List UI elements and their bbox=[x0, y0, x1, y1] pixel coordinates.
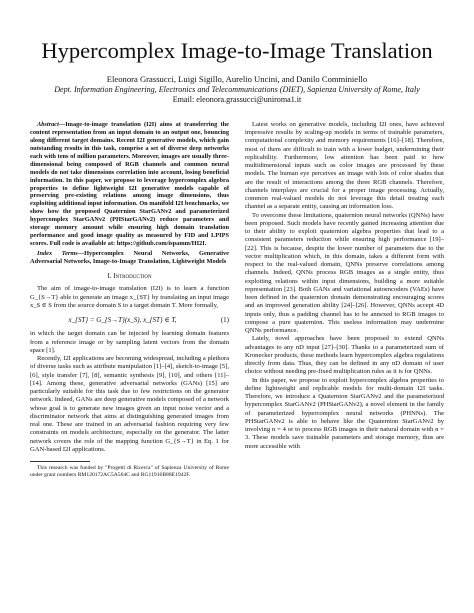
index-terms bbox=[30, 250, 229, 266]
footnote: This research was funded by "Progetti di Ricerca" of Sapienza University of Rome under grant numbers RM120172AC5A564C and RG11916B88E1942F. bbox=[30, 465, 229, 479]
abstract-text: —Image-to-image translation (I2I) aims at transferring the content representation from an input domain to an output one, bouncing along different target domains. Recent I2I generative models, which gain outstanding results in this task, comprise a set of diverse deep networks each with tens of million parameters. Moreover, images are usually three-dimensional being composed of RGB channels and common neural models do not take dimensions correlation into account, losing beneficial information. In this paper, we propose to leverage hypercomplex algebra properties to define lightweight I2I generative models capable of preserving pre-existing relations among image dimensions, thus exploiting additional input information. On manifold I2I benchmarks, we show how the proposed Quaternion StarGANv2 and parameterized hypercomplex StarGANv2 (PHStarGANv2) reduce parameters and storage memory amount while ensuring high domain translation performance and good image quality as measured by FID and LPIPS scores. Full code is available at: https://github.com/ispamm/HI2I. bbox=[30, 120, 229, 248]
author-list: Eleonora Grassucci, Luigi Sigillo, Aurelio Uncini, and Danilo Comminiello bbox=[106, 74, 368, 84]
equation bbox=[30, 316, 229, 324]
body-paragraph: Lately, novel approaches have been proposed to extend QNNs advantages to any nD input [27]–[30]. Thanks to a parameterized sum of Kronecker products, these methods learn hypercomplex algebra regulations directly from data. Thus, they can be defined in any nD domain of user choice without needing pre-fixed multiplication rules as it is for QNNs. bbox=[245, 335, 444, 376]
body-paragraph: Recently, I2I applications are becoming widespread, including a plethora of diverse tasks such as attribute manipulation [1]–[4], sketch-to-image [5], [6], style transfer [7], [8], semantic synthesis [9], [10], and others [11]–[14]. Among these, generative adversarial networks (GANs) [15] are particularly suitable for this task due to few restrictions on the generator network. Indeed, GANs are deep generative models composed of a network whose goal is to generate new images given an input noise vector and a discriminator network that aims at distinguishing generated images from real one. These are trained in an adversarial fashion requiring very few constraints on models architecture, especially on the generator. The latter network covers the role of the mapping function G_{S→T} in Eq. 1 for GAN-based I2I applications. bbox=[30, 355, 229, 453]
body-paragraph: To overcome these limitations, quaternion neural networks (QNNs) have been proposed. Such models have recently gained increasing attention due to their ability to exploit quaternion algebra properties that lead to a consistent parameters reduction while ensuring high performance [19]–[22]. This is because, despite the lower number of parameters due to the vector multiplication which, in this domain, takes a different form with respect to the real-valued domain, QNNs preserve correlations among channels. Indeed, QNNs process RGB images as a single entity, thus exploiting relations within input dimensions, building a more suitable representation [23]. Both GANs and variational autoencoders (VAEs) have been defined in the quaternion domain demonstrating encouraging scores and an improved generation ability [24]–[26]. However, QNNs accept 4D inputs only, thus a padding channel has to be annexed to RGB images to compose a pure quaternion. This useless information may undermine QNNs performance. bbox=[245, 211, 444, 335]
equation-body: x_{ST} = G_{S→T}(x_S), x_{ST} ∈ T, bbox=[68, 316, 177, 325]
equation-number: (1) bbox=[220, 316, 229, 325]
body-paragraph: In this paper, we propose to exploit hypercomplex algebra properties to define lightweight and replicable models for multi-domain I2I tasks. Therefore, we introduce a Quaternion StarGANv2 and the parameterized hypercomplex StarGANv2 (PHStarGANv2), a novel element in the family of parameterized hypercomplex neural networks (PHNNs). The PHStarGANv2 is able to behave like the Quaternion StarGANv2 by involving n = 4 or to process RGB images in their natural domain with n = 3. These models save trainable parameters and storage memory, thus are more accessible with bbox=[245, 376, 444, 450]
affiliation: Dept. Information Engineering, Electronics and Telecommunications (DIET), Sapienza University of Rome, Italy bbox=[54, 84, 420, 94]
body-paragraph: Latest works on generative models, including I2I ones, have achieved impressive results by scaling-up models in terms of trainable parameters, computational complexity and memory requirements [16]–[18]. Therefore, most of them are difficult to train with a lower budget, undermining their replicability. Furthermore, low attention has been paid to how multidimensional inputs such as color images are processed by these models. The human eye perceives an image with lots of color shades that are the result of interactions among the three RGB channels. Therefore, channels interplays are crucial for a proper image processing. Actually, common real-valued models do not leverage this detail treating each channel as a separate entity, causing an information loss. bbox=[245, 120, 444, 211]
section-heading: I. Introduction bbox=[107, 272, 152, 281]
abstract-label: Abstract bbox=[37, 120, 59, 128]
contact-email: Email: eleonora.grassucci@uniroma1.it bbox=[172, 94, 302, 104]
left-column bbox=[30, 121, 229, 479]
abstract bbox=[30, 121, 229, 248]
index-terms-text: —Hypercomplex Neural Networks, Generative Adversarial Networks, Image-to-Image Translation, Lightweight Models bbox=[30, 250, 229, 266]
intro-paragraph: The aim of image-to-image translation (I2I) is to learn a function G_{S→T} able to generate an image x_{ST} by translating an input image x_S ∈ S from the source domain S to a target domain T. More formally, bbox=[30, 285, 229, 309]
body-paragraph: in which the target domain can be injected by learning domain features from a reference image or by sampling latent vectors from the domain space [1]. bbox=[30, 330, 229, 354]
paper-title: Hypercomplex Image-to-Image Translation bbox=[41, 38, 433, 63]
footnote-rule bbox=[30, 461, 90, 462]
two-column-body bbox=[30, 121, 444, 479]
index-terms-label: Index Terms bbox=[37, 250, 78, 258]
right-column bbox=[245, 121, 444, 479]
